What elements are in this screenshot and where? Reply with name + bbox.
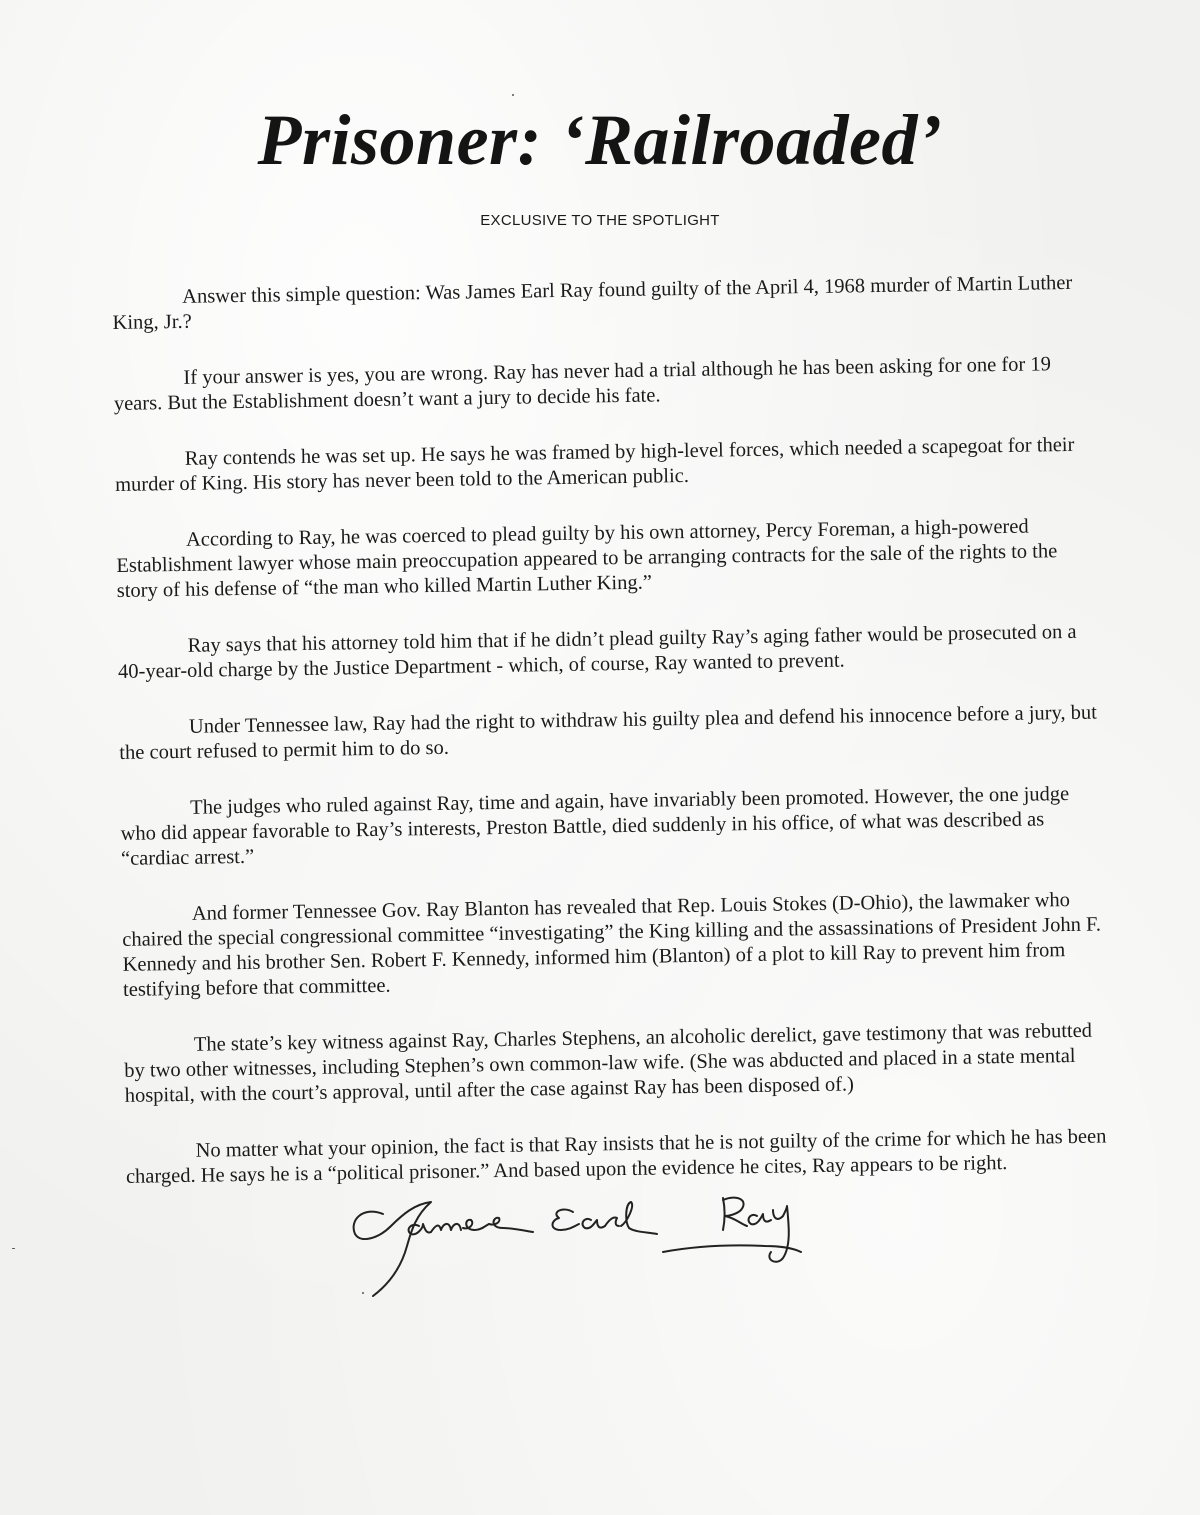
paragraph: Under Tennessee law, Ray had the right to withdraw his guilty plea and defend his innocence before a jury, but the court refused to permit him to do so. — [119, 701, 1098, 764]
headline: Prisoner: ‘Railroaded’ — [257, 100, 943, 180]
article-body — [112, 271, 1112, 1221]
paper-speck — [512, 94, 514, 96]
paper-speck — [12, 1248, 15, 1249]
paragraph: According to Ray, he was coerced to plead guilty by his own attorney, Percy Foreman, a high-powered Establishment lawyer whose main preoccupation appeared to be arranging contracts for the sale of the rights to the story of his defense of “the man who killed Martin Luther King.” — [116, 515, 1058, 602]
signature-drawing — [345, 1186, 825, 1301]
paragraph: No matter what your opinion, the fact is that Ray insists that he is not guilty of the crime for which he has been charged. He says he is a “political prisoner.” And based upon the evidence he cites, Ray appears to be right. — [125, 1125, 1107, 1188]
paragraph: The state’s key witness against Ray, Charles Stephens, an alcoholic derelict, gave testimony that was rebutted by two other witnesses, including Stephen’s own common-law wife. (She was abducted and placed in a state mental hospital, with the court’s approval, until after the case against Ray has been disposed of.) — [124, 1019, 1093, 1107]
handwritten-signature — [345, 1186, 825, 1301]
paragraph: The judges who ruled against Ray, time and again, have invariably been promoted. However, the one judge who did appear favorable to Ray’s interests, Preston Battle, died suddenly in his office, of what was described as “cardiac arrest.” — [120, 783, 1070, 870]
paragraph: Ray contends he was set up. He says he was framed by high-level forces, which needed a scapegoat for their murder of King. His story has never been told to the American public. — [114, 433, 1075, 496]
kicker: EXCLUSIVE TO THE SPOTLIGHT — [480, 212, 720, 229]
paragraph: If your answer is yes, you are wrong. Ray has never had a trial although he has been asking for one for 19 years. But the Establishment doesn’t want a jury to decide his fate. — [113, 353, 1052, 415]
paragraph: Ray says that his attorney told him that if he didn’t plead guilty Ray’s aging father would be prosecuted on a 40-year-old charge by the Justice Department - which, of course, Ray wanted to prevent. — [117, 620, 1077, 683]
paragraph: And former Tennessee Gov. Ray Blanton has revealed that Rep. Louis Stokes (D-Ohio), the lawmaker who chaired the special congressional committee “investigating” the King killing and the assassinations of President John F. Kennedy and his brother Sen. Robert F. Kennedy, informed him (Blanton) of a plot to kill Ray to prevent him from testifying before that committee. — [122, 889, 1102, 1001]
paragraph: Answer this simple question: Was James Earl Ray found guilty of the April 4, 1968 murder of Martin Luther King, Jr.? — [112, 271, 1073, 334]
paper-speck — [362, 1292, 364, 1294]
